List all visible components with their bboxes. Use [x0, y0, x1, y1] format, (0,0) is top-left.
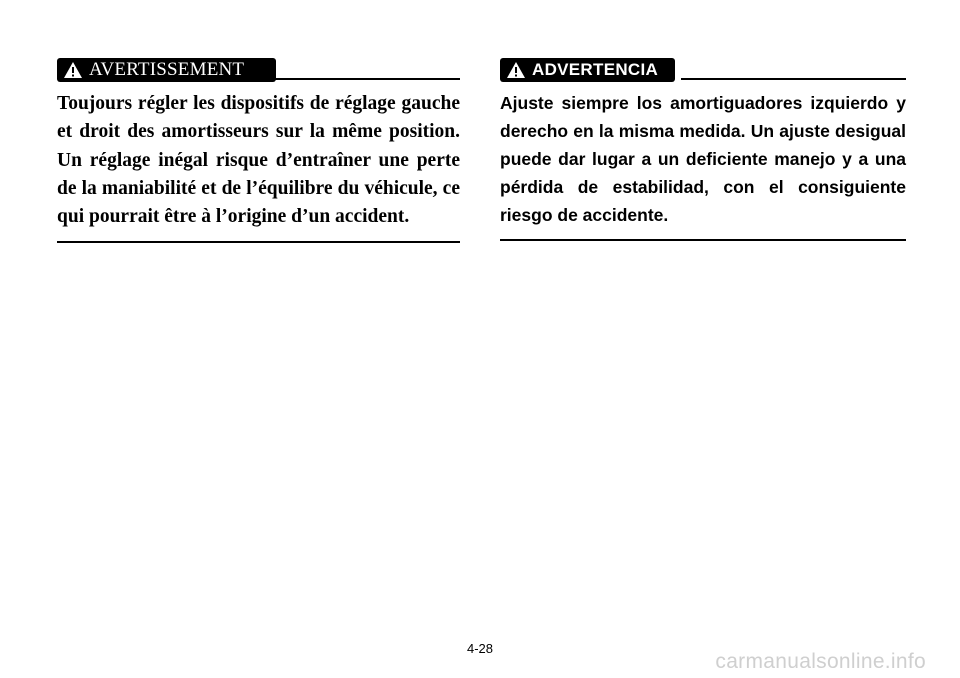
warning-triangle-icon — [63, 61, 83, 79]
warning-label-text: ADVERTENCIA — [532, 60, 659, 79]
warning-header — [500, 58, 906, 82]
warning-block-french — [57, 58, 460, 243]
warning-text: Ajuste siempre los amortiguadores izquierdo y derecho en la misma medida. Un ajuste desigual puede dar lugar a un deficiente manejo y a una pérdida de estabilidad, con el consiguiente riesgo de accidente. — [500, 93, 906, 225]
warning-block-spanish — [500, 58, 906, 241]
warning-text: Toujours régler les dispositifs de réglage gauche et droit des amortisseurs sur la même position. Un réglage inégal risque d’entraîner une perte de la maniabilité et de l’équilibre du véhicule, ce qui pourrait être à l’origine d’un accident. — [57, 93, 460, 228]
header-rule — [273, 78, 460, 80]
page-number: 4-28 — [466, 641, 494, 656]
warning-header — [57, 58, 460, 82]
footer-rule — [57, 241, 460, 243]
footer-rule — [500, 239, 906, 241]
warning-label-badge — [57, 58, 276, 82]
warning-label-text: AVERTISSEMENT — [89, 59, 245, 80]
watermark: carmanualsonline.info — [715, 650, 926, 673]
warning-label-badge — [500, 58, 675, 82]
header-rule — [681, 78, 906, 80]
warning-triangle-icon — [506, 61, 526, 79]
